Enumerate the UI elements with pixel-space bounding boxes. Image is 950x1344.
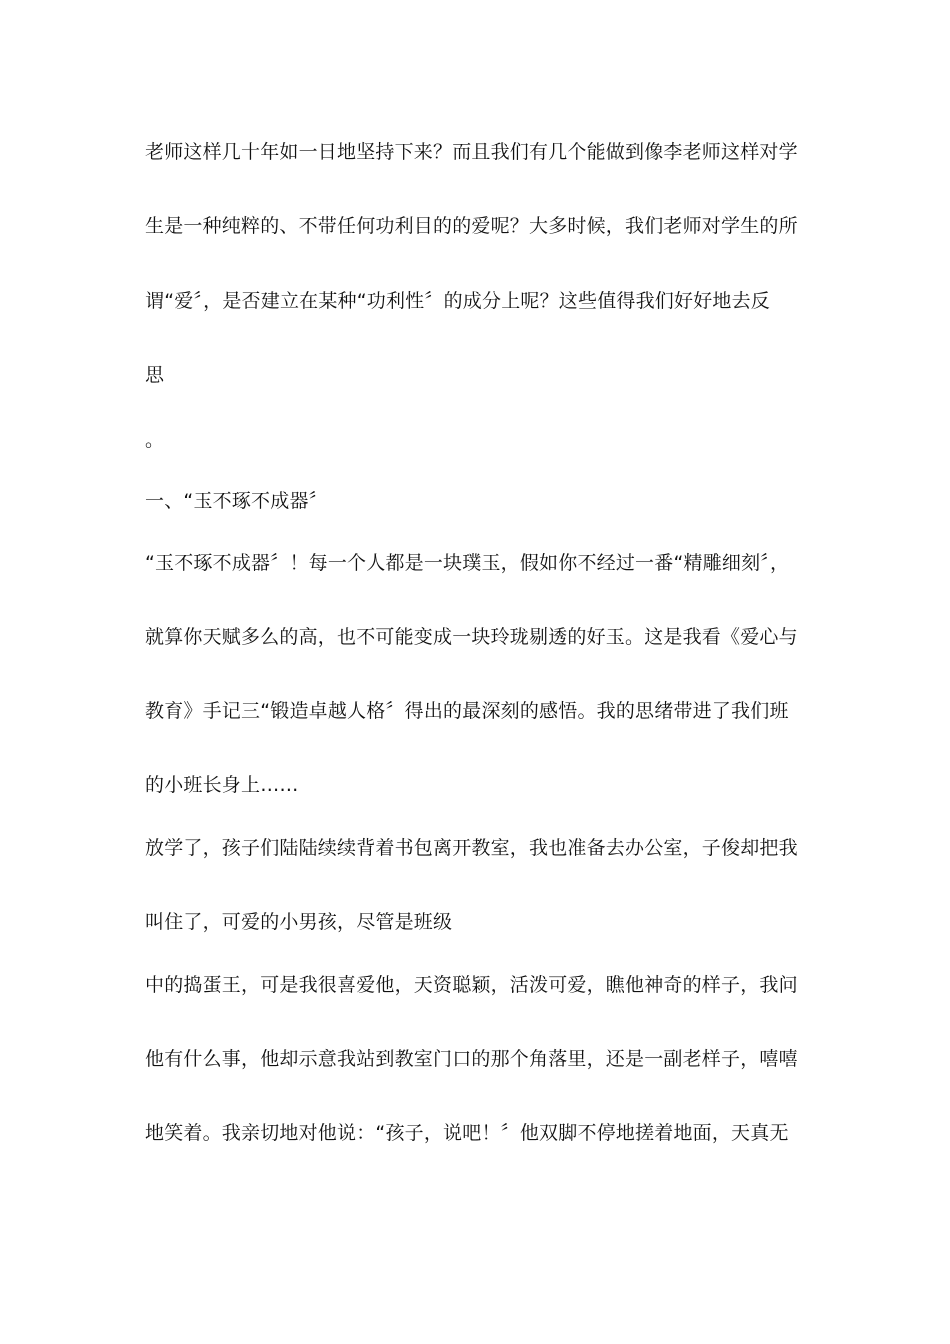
text-line: 生是一种纯粹的、不带任何功利目的的爱呢？大多时候，我们老师对学生的所 (145, 215, 798, 237)
text-line: 。 (145, 429, 165, 451)
text-line: 地笑着。我亲切地对他说：“孩子，说吧！〞他双脚不停地搓着地面，天真无 (145, 1122, 789, 1144)
text-line: 的小班长身上…… (145, 774, 299, 796)
text-line: 教育》手记三“锻造卓越人格〞得出的最深刻的感悟。我的思绪带进了我们班 (145, 700, 789, 722)
text-line: 放学了，孩子们陆陆续续背着书包离开教室，我也准备去办公室，子俊却把我 (145, 837, 798, 859)
text-line: “玉不琢不成器〞！每一个人都是一块璞玉，假如你不经过一番“精雕细刻〞， (145, 552, 790, 574)
text-line: 叫住了，可爱的小男孩，尽管是班级 (145, 911, 453, 933)
text-line: 他有什么事，他却示意我站到教室门口的那个角落里，还是一副老样子，嘻嘻 (145, 1048, 798, 1070)
text-line: 就算你天赋多么的高，也不可能变成一块玲珑剔透的好玉。这是我看《爱心与 (145, 626, 798, 648)
text-line: 谓“爱〞，是否建立在某种“功利性〞的成分上呢？这些值得我们好好地去反 (145, 290, 770, 312)
text-line: 思 (145, 364, 165, 386)
text-line: 老师这样几十年如一日地坚持下来？而且我们有几个能做到像李老师这样对学 (145, 141, 798, 163)
text-line: 中的捣蛋王，可是我很喜爱他，天资聪颖，活泼可爱，瞧他神奇的样子，我问 (145, 974, 798, 996)
section-heading: 一、“玉不琢不成器〞 (145, 490, 328, 512)
